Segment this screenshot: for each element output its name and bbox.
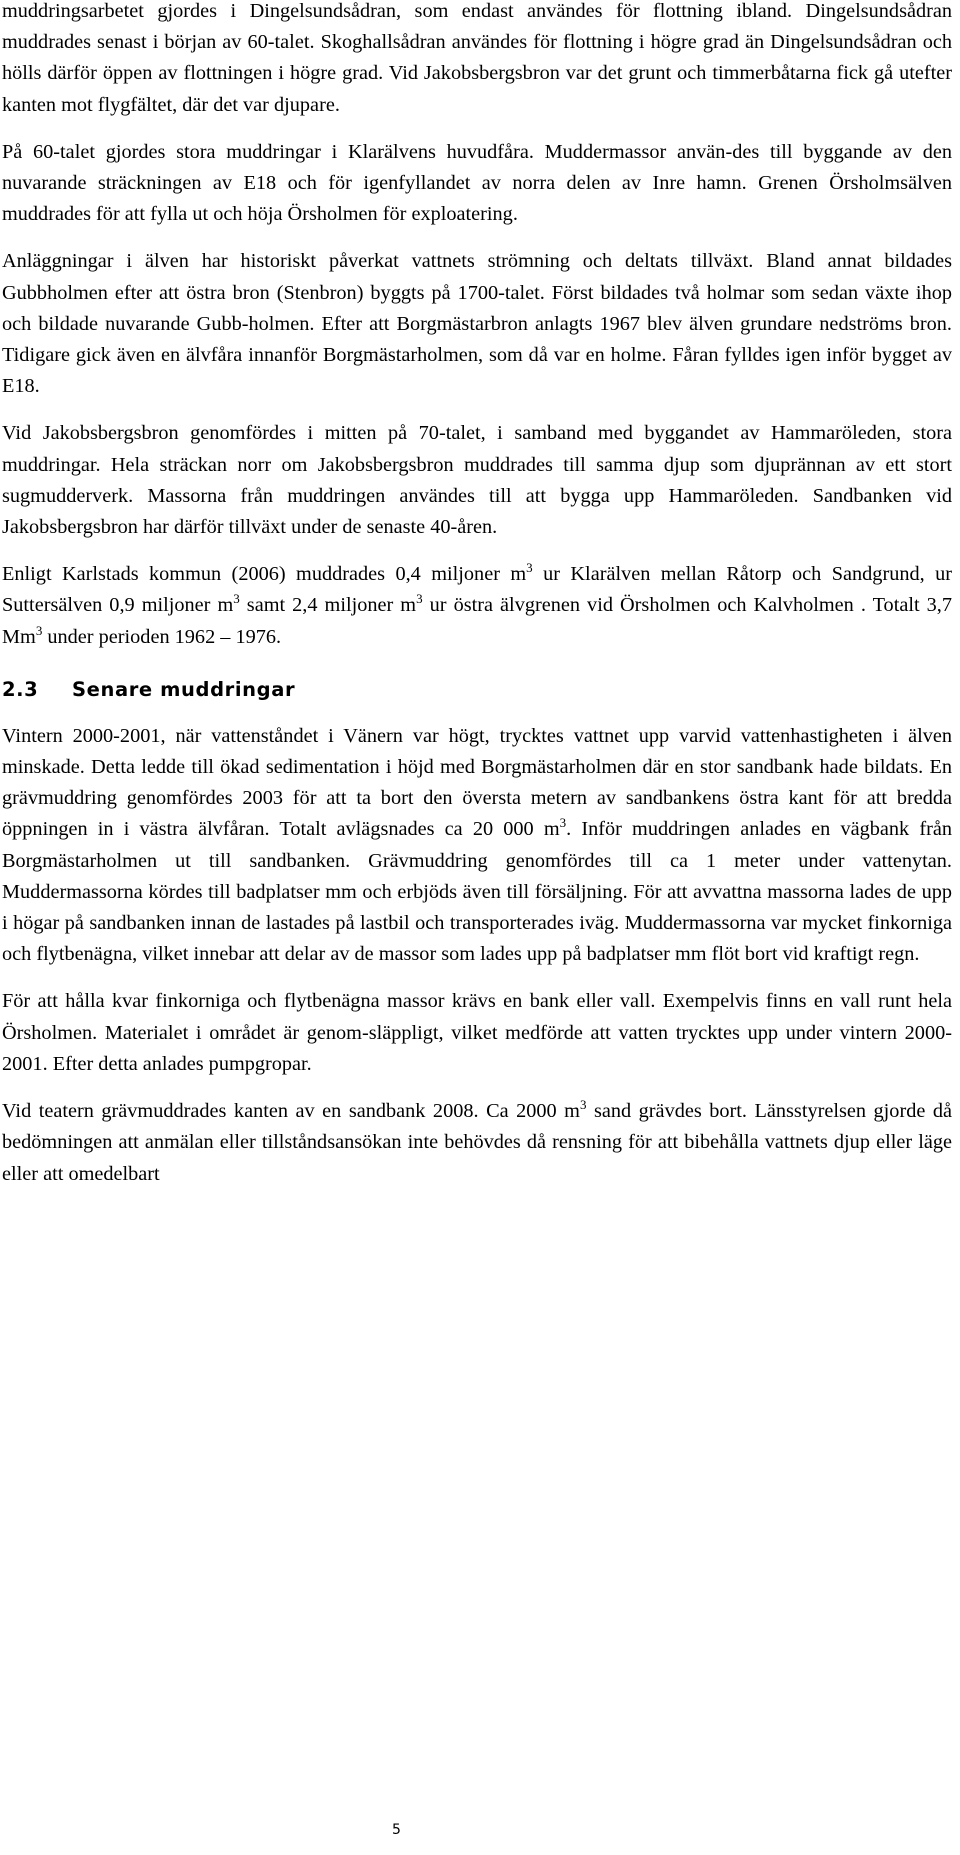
section-heading: [2, 675, 952, 705]
paragraph-river-installations: Anläggningar i älven har historiskt påverkat vattnets strömning och deltats tillväxt. Bland annat bildades Gubbholmen efter att östra bron (Stenbron) byggts på 1700-talet. Först bildades två holmar som sedan växte ihop och bildade nuvarande Gubb-holmen. Efter att Borgmästarbron anlagts 1967 blev älven grundare nedströms bron. Tidigare gick även en älvfåra innanför Borgmästarholmen, som då var en holme. Fåran fylldes igen inför bygget av E18.: [2, 250, 952, 398]
section-number: 2.3: [2, 677, 39, 701]
paragraph-dredging-history: muddringsarbetet gjordes i Dingelsundsådran, som endast användes för flottning ibland. Dingelsundsådran muddrades senast i början av 60-talet. Skoghallsådran användes för flottning i högre grad än Dingelsundsådran och hölls därför öppen av flottningen i högre grad. Vid Jakobsbergsbron var det grunt och timmerbåtarna fick gå utefter kanten mot flygfältet, där det var djupare.: [2, 0, 952, 116]
paragraph-embankments: För att hålla kvar finkorniga och flytbenägna massor krävs en bank eller vall. Exempelvis finns en vall runt hela Örsholmen. Materialet i området är genom-släppligt, vilket medförde att vatten trycktes upp under vintern 2000-2001. Efter detta anlades pumpgropar.: [2, 990, 952, 1075]
paragraph-theatre-dredging: Vid teatern grävmuddrades kanten av en sandbank 2008. Ca 2000 $m^3$ sand grävdes bort. Länsstyrelsen gjorde då bedömningen att anmälan eller tillståndsansökan inte behövdes då rensning för att bibehålla vattnets djup eller läge eller att omedelbart: [2, 1097, 952, 1185]
paragraph-winter-2000: Vintern 2000-2001, när vattenståndet i Vänern var högt, trycktes vattnet upp varvid vattenhastigheten i älven minskade. Detta ledde till ökad sedimentation i höjd med Borgmästarholmen där en stor sandbank hade bildats. En grävmuddring genomfördes 2003 för att ta bort den översta metern av sandbankens östra kant för att bredda öppningen in i västra älvfåran. Totalt avlägsnades ca 20 000 $m^3$. Inför muddringen anlades en vägbank från Borgmästarholmen ut till sandbanken. Grävmuddring genomfördes till ca 1 meter under vattenytan. Muddermassorna kördes till badplatser mm och erbjöds även till försäljning. För att avvattna massorna lades de upp i högar på sandbanken innan de lastades på lastbil och transporterades iväg. Muddermassorna var mycket finkorniga och flytbenägna, vilket innebar att delar av de massor som lades upp på badplatser mm flöt bort vid kraftigt regn.: [2, 724, 952, 966]
section-title: Senare muddringar: [72, 677, 296, 701]
page-number: 5: [392, 1822, 401, 1838]
document-body: [2, 0, 952, 1190]
paragraph-dredged-volumes: Enligt Karlstads kommun (2006) muddrades 0,4 miljoner $m^3$ ur Klarälven mellan Råtorp och Sandgrund, ur Suttersälven 0,9 miljoner $m^3$ samt 2,4 miljoner $m^3$ ur östra älvgrenen vid Örsholmen och Kalvholmen . Totalt 3,7 Mm$^3$ under perioden 1962 – 1976.: [2, 560, 953, 648]
paragraph-jakobsbergsbron: Vid Jakobsbergsbron genomfördes i mitten på 70-talet, i samband med byggandet av Hammaröleden, stora muddringar. Hela sträckan norr om Jakobsbergsbron muddrades till samma djup som djuprännan av ett stort sugmudderverk. Massorna från muddringen användes till att bygga upp Hammaröleden. Sandbanken vid Jakobsbergsbron har därför tillväxt under de senaste 40-åren.: [2, 422, 952, 539]
paragraph-60s-dredging: På 60-talet gjordes stora muddringar i Klarälvens huvudfåra. Muddermassor använ-des till byggande av den nuvarande sträckningen av E18 och för igenfyllandet av norra delen av Inre hamn. Grenen Örsholmsälven muddrades för att fylla ut och höja Örsholmen för exploatering.: [2, 140, 952, 226]
